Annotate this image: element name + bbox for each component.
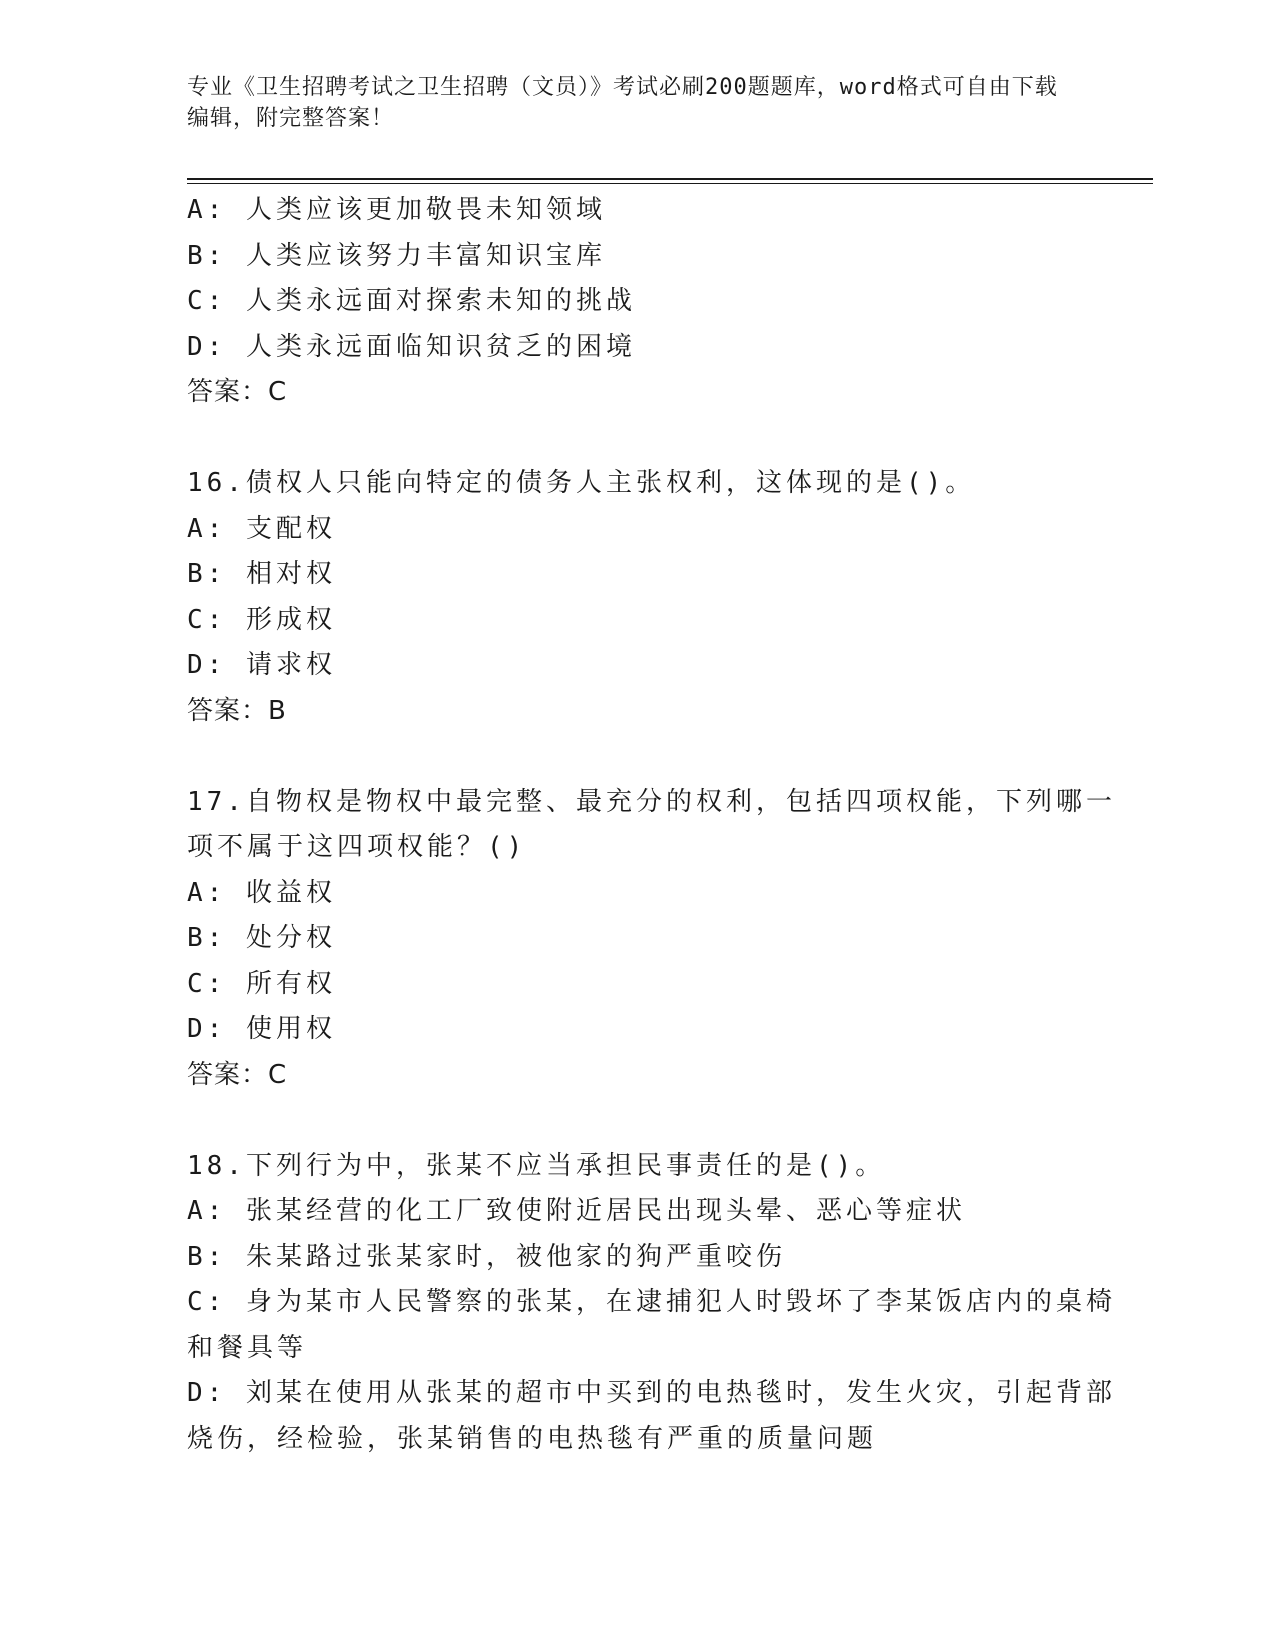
answer-line: 答案：C — [187, 1059, 288, 1090]
answer-line: 答案：C — [187, 377, 288, 407]
option-d: D: 人类永远面临知识贫乏的困境 — [187, 331, 636, 362]
option-a: A: 人类应该更加敬畏未知领域 — [187, 195, 606, 225]
answer-line: 答案：B — [187, 695, 287, 726]
spacer — [187, 734, 1087, 780]
option-c: C: 所有权 — [187, 968, 336, 999]
question-block-18 — [187, 1144, 1116, 1463]
question-block-prev — [187, 188, 1087, 416]
spacer — [187, 416, 1087, 462]
document-header: 专业《卫生招聘考试之卫生招聘（文员）》考试必刷200题题库，word格式可自由下载编辑，附完整答案！ — [187, 75, 1058, 131]
question-stem-line-1: 17.自物权是物权中最完整、最充分的权利，包括四项权能，下列哪一 — [187, 786, 1116, 817]
option-a: A: 张某经营的化工厂致使附近居民出现头晕、恶心等症状 — [187, 1196, 966, 1226]
option-d: D: 请求权 — [187, 650, 336, 680]
option-d-line-1: D: 刘某在使用从张某的超市中买到的电热毯时，发生火灾，引起背部 — [187, 1378, 1116, 1408]
question-block-17 — [187, 780, 1116, 1099]
header-rule-thick — [187, 178, 1153, 180]
question-list — [187, 188, 1116, 1462]
option-a: A: 收益权 — [187, 877, 336, 908]
question-block-16 — [187, 461, 1087, 734]
option-d-line-2: 烧伤，经检验，张某销售的电热毯有严重的质量问题 — [187, 1423, 878, 1454]
option-b: B: 处分权 — [187, 923, 336, 953]
question-stem: 16.债权人只能向特定的债务人主张权利，这体现的是()。 — [187, 468, 976, 498]
option-b: B: 相对权 — [187, 559, 336, 589]
question-stem: 18.下列行为中，张某不应当承担民事责任的是()。 — [187, 1150, 886, 1181]
option-b: B: 朱某路过张某家时，被他家的狗严重咬伤 — [187, 1241, 786, 1272]
option-c: C: 形成权 — [187, 604, 336, 635]
header-rule-thin — [187, 183, 1153, 184]
option-c-line-1: C: 身为某市人民警察的张某，在逮捕犯人时毁坏了李某饭店内的桌椅 — [187, 1287, 1116, 1317]
question-stem-line-2: 项不属于这四项权能？() — [187, 832, 527, 862]
option-a: A: 支配权 — [187, 513, 336, 544]
option-b: B: 人类应该努力丰富知识宝库 — [187, 240, 606, 271]
option-c: C: 人类永远面对探索未知的挑战 — [187, 286, 636, 316]
spacer — [187, 1098, 1087, 1144]
option-c-line-2: 和餐具等 — [187, 1332, 308, 1363]
option-d: D: 使用权 — [187, 1014, 336, 1044]
